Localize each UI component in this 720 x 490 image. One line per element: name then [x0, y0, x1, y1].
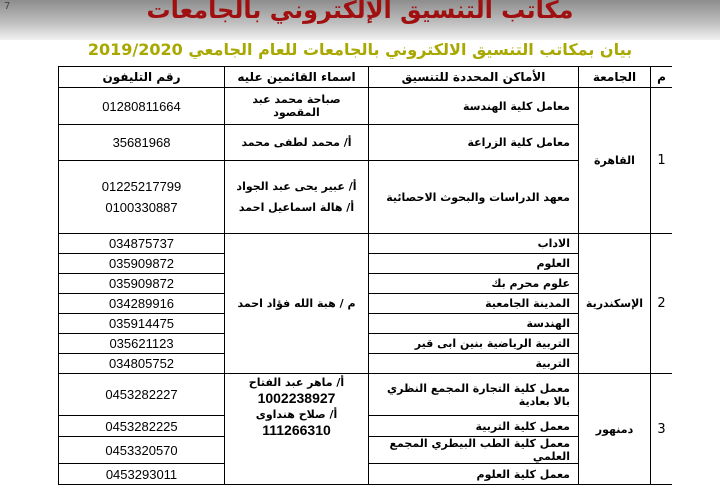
staff-cell: م / هبة الله فؤاد احمد	[225, 234, 369, 374]
place-cell: معمل كلية التجارة المجمع النظري بالا بعادية	[369, 374, 579, 416]
phone-cell: 035909872	[59, 274, 225, 294]
university-name: الإسكندرية	[579, 234, 651, 374]
university-name: دمنهور	[579, 374, 651, 485]
table-row	[59, 374, 673, 416]
university-name: القاهرة	[579, 88, 651, 234]
place-cell: الهندسة	[369, 314, 579, 334]
row-number: 2	[651, 234, 673, 374]
header-phone: رقم التليفون	[59, 67, 225, 88]
staff-number: 111266310	[262, 422, 331, 438]
phone-cell: 35681968	[59, 125, 225, 161]
place-cell: معمل كلية التربية	[369, 416, 579, 437]
place-cell: معهد الدراسات والبحوث الاحصائية	[369, 161, 579, 234]
place-cell: العلوم	[369, 254, 579, 274]
page-marker: 7	[4, 1, 11, 12]
place-cell: التربية	[369, 354, 579, 374]
place-cell: الاداب	[369, 234, 579, 254]
phone-cell: 0453282227	[59, 374, 225, 416]
place-cell: معامل كلية الهندسة	[369, 88, 579, 125]
table-row	[59, 234, 673, 254]
staff-number: 1002238927	[257, 390, 336, 406]
phone-cell: 01280811664	[59, 88, 225, 125]
header-num: م	[651, 67, 673, 88]
place-cell: المدينة الجامعية	[369, 294, 579, 314]
row-number: 1	[651, 88, 673, 234]
page-subtitle: بيان بمكاتب التنسيق الالكتروني بالجامعات للعام الجامعي 2019/2020	[87, 40, 633, 59]
coordination-table-container	[58, 66, 672, 490]
staff-cell: صباحة محمد عبد المقصود	[225, 88, 369, 125]
staff-name: أ/ عبير يحى عبد الجواد	[236, 180, 357, 193]
coordination-table	[58, 66, 672, 485]
staff-name: أ/ هالة اسماعيل احمد	[238, 201, 355, 214]
staff-cell: أ/ محمد لطفى محمد	[225, 125, 369, 161]
phone-cell: 035914475	[59, 314, 225, 334]
phone-cell: 035621123	[59, 334, 225, 354]
phone-cell: 0453293011	[59, 464, 225, 485]
table-header-row	[59, 67, 673, 88]
place-cell: معمل كلية العلوم	[369, 464, 579, 485]
header-places: الأماكن المحددة للتنسيق	[369, 67, 579, 88]
phone-cell: 034875737	[59, 234, 225, 254]
staff-cell	[225, 161, 369, 234]
header-university: الجامعة	[579, 67, 651, 88]
table-row	[59, 88, 673, 125]
staff-cell	[225, 374, 369, 485]
phone-cell	[59, 161, 225, 234]
row-number: 3	[651, 374, 673, 485]
staff-name: أ/ صلاح هنداوى	[255, 408, 338, 421]
phone-number: 01225217799	[101, 179, 182, 194]
phone-cell: 034289916	[59, 294, 225, 314]
phone-cell: 035909872	[59, 254, 225, 274]
phone-cell: 0453282225	[59, 416, 225, 437]
phone-number: 0100330887	[105, 200, 178, 215]
header-staff: اسماء القائمين عليه	[225, 67, 369, 88]
phone-cell: 034805752	[59, 354, 225, 374]
place-cell: معمل كلية الطب البيطري المجمع العلمي	[369, 437, 579, 464]
place-cell: علوم محرم بك	[369, 274, 579, 294]
staff-name: أ/ ماهر عبد الفتاح	[248, 376, 345, 389]
page-title: مكاتب التنسيق الإلكتروني بالجامعات	[146, 0, 574, 24]
place-cell: التربية الرياضية بنين ابى قير	[369, 334, 579, 354]
phone-cell: 0453320570	[59, 437, 225, 464]
place-cell: معامل كلية الزراعة	[369, 125, 579, 161]
